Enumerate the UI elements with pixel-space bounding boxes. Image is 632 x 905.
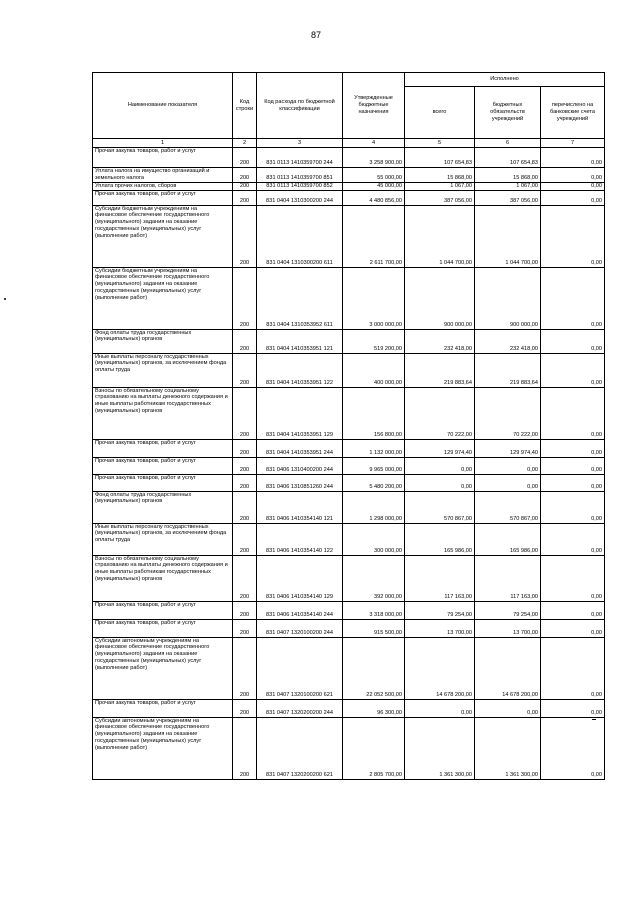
table-row: [93, 555, 605, 601]
row-obligations: 165 986,00: [475, 523, 541, 555]
row-budget-code: 831 0407 1320200200 244: [257, 699, 343, 717]
row-approved: 392 000,00: [343, 555, 405, 601]
row-obligations: 79 254,00: [475, 601, 541, 619]
table-row: [93, 329, 605, 353]
row-code: 200: [233, 329, 257, 353]
row-approved: 3 000 000,00: [343, 267, 405, 329]
row-code: 200: [233, 182, 257, 190]
row-total: 165 986,00: [405, 523, 475, 555]
row-approved: 915 500,00: [343, 619, 405, 637]
header-transferred: перечислено на банковские счета учреждений: [541, 87, 605, 139]
row-budget-code: 831 0404 1310300200 611: [257, 205, 343, 267]
row-name: Уплата прочих налогов, сборов: [93, 182, 233, 190]
row-transferred: 0,00: [541, 267, 605, 329]
row-total: 1 044 700,00: [405, 205, 475, 267]
row-budget-code: 831 0404 1410353951 122: [257, 353, 343, 387]
row-code: 200: [233, 168, 257, 183]
row-code: 200: [233, 491, 257, 523]
row-name: Взносы по обязательному социальному страхованию на выплаты денежного содержания и иные выплаты работникам государственных (муниципальных) органов: [93, 387, 233, 439]
row-approved: 400 000,00: [343, 353, 405, 387]
row-transferred: 0,00: [541, 637, 605, 699]
row-code: 200: [233, 717, 257, 779]
row-obligations: 70 222,00: [475, 387, 541, 439]
row-transferred: 0,00: [541, 601, 605, 619]
row-obligations: 1 044 700,00: [475, 205, 541, 267]
table-row: [93, 619, 605, 637]
row-transferred: 0,00: [541, 457, 605, 474]
row-code: 200: [233, 439, 257, 457]
header-budget-code: Код расхода по бюджетной классификации: [257, 73, 343, 139]
row-transferred: 0,00: [541, 190, 605, 205]
header-approved: Утвержденные бюджетные назначения: [343, 73, 405, 139]
row-approved: 9 965 000,00: [343, 457, 405, 474]
row-total: 79 254,00: [405, 601, 475, 619]
row-budget-code: 831 0404 1310300200 244: [257, 190, 343, 205]
row-total: 1 067,00: [405, 182, 475, 190]
row-approved: 1 298 000,00: [343, 491, 405, 523]
row-budget-code: 831 0406 1310851260 244: [257, 474, 343, 491]
row-budget-code: 831 0404 1410353951 244: [257, 439, 343, 457]
row-obligations: 15 868,00: [475, 168, 541, 183]
row-obligations: 900 000,00: [475, 267, 541, 329]
row-name: Иные выплаты персоналу государственных (муниципальных) органов, за исключением фонда оплаты труда: [93, 353, 233, 387]
row-total: 570 867,00: [405, 491, 475, 523]
row-transferred: 0,00: [541, 148, 605, 168]
row-approved: 96 300,00: [343, 699, 405, 717]
row-budget-code: 831 0406 1410354140 122: [257, 523, 343, 555]
row-name: Прочая закупка товаров, работ и услуг: [93, 439, 233, 457]
row-budget-code: 831 0404 1410353951 121: [257, 329, 343, 353]
table-row: [93, 182, 605, 190]
row-total: 129 974,40: [405, 439, 475, 457]
row-name: Прочая закупка товаров, работ и услуг: [93, 699, 233, 717]
row-total: 14 678 200,00: [405, 637, 475, 699]
row-approved: 156 800,00: [343, 387, 405, 439]
row-approved: 45 000,00: [343, 182, 405, 190]
row-budget-code: 831 0407 1320200200 621: [257, 717, 343, 779]
row-transferred: 0,00: [541, 523, 605, 555]
row-budget-code: 831 0406 1310400200 244: [257, 457, 343, 474]
column-number: 6: [475, 139, 541, 148]
row-approved: 22 052 500,00: [343, 637, 405, 699]
row-code: 200: [233, 353, 257, 387]
row-obligations: 219 883,64: [475, 353, 541, 387]
row-code: 200: [233, 601, 257, 619]
row-obligations: 0,00: [475, 474, 541, 491]
row-obligations: 107 654,83: [475, 148, 541, 168]
row-code: 200: [233, 387, 257, 439]
row-name: Взносы по обязательному социальному страхованию на выплаты денежного содержания и иные выплаты работникам государственных (муниципальных) органов: [93, 555, 233, 601]
row-approved: 5 480 200,00: [343, 474, 405, 491]
row-total: 13 700,00: [405, 619, 475, 637]
row-code: 200: [233, 474, 257, 491]
row-obligations: 13 700,00: [475, 619, 541, 637]
row-code: 200: [233, 267, 257, 329]
row-total: 232 418,00: [405, 329, 475, 353]
row-transferred: 0,00: [541, 353, 605, 387]
row-name: Субсидии бюджетным учреждениям на финансовое обеспечение государственного (муниципального) задания на оказание государственных (муниципальных) услуг (выполнение работ): [93, 267, 233, 329]
row-obligations: 14 678 200,00: [475, 637, 541, 699]
page-number: 87: [310, 30, 321, 40]
row-approved: 3 258 900,00: [343, 148, 405, 168]
row-transferred: 0,00: [541, 182, 605, 190]
row-code: 200: [233, 205, 257, 267]
row-name: Фонд оплаты труда государственных (муниципальных) органов: [93, 491, 233, 523]
header-name: Наименование показателя: [93, 73, 233, 139]
header-row-code: Код строки: [233, 73, 257, 139]
table-row: [93, 168, 605, 183]
row-approved: 3 318 000,00: [343, 601, 405, 619]
row-transferred: 0,00: [541, 439, 605, 457]
row-code: 200: [233, 619, 257, 637]
row-budget-code: 831 0113 1410359700 244: [257, 148, 343, 168]
row-obligations: 232 418,00: [475, 329, 541, 353]
row-name: Субсидии автономным учреждениям на финансовое обеспечение государственного (муниципального) задания на оказание государственных (муниципальных) услуг (выполнение работ): [93, 717, 233, 779]
row-code: 200: [233, 457, 257, 474]
row-approved: 2 611 700,00: [343, 205, 405, 267]
row-obligations: 129 974,40: [475, 439, 541, 457]
table-row: [93, 205, 605, 267]
row-name: Уплата налога на имущество организаций и земельного налога: [93, 168, 233, 183]
column-number: 7: [541, 139, 605, 148]
header-total: всего: [405, 87, 475, 139]
row-total: 0,00: [405, 699, 475, 717]
row-code: 200: [233, 555, 257, 601]
row-code: 200: [233, 699, 257, 717]
row-total: 1 361 300,00: [405, 717, 475, 779]
table-row: [93, 491, 605, 523]
column-number: 1: [93, 139, 233, 148]
row-transferred: 0,00: [541, 491, 605, 523]
row-transferred: 0,00: [541, 387, 605, 439]
row-transferred: 0,00: [541, 329, 605, 353]
row-budget-code: 831 0113 1410359700 852: [257, 182, 343, 190]
row-total: 0,00: [405, 474, 475, 491]
row-approved: 4 480 856,00: [343, 190, 405, 205]
row-name: Прочая закупка товаров, работ и услуг: [93, 474, 233, 491]
row-budget-code: 831 0407 1320100200 621: [257, 637, 343, 699]
row-budget-code: 831 0406 1410354140 129: [257, 555, 343, 601]
row-name: Фонд оплаты труда государственных (муниципальных) органов: [93, 329, 233, 353]
row-name: Прочая закупка товаров, работ и услуг: [93, 457, 233, 474]
row-name: Прочая закупка товаров, работ и услуг: [93, 190, 233, 205]
row-total: 219 883,64: [405, 353, 475, 387]
row-transferred: 0,00: [541, 168, 605, 183]
row-code: 200: [233, 148, 257, 168]
table-body: [93, 148, 605, 780]
row-budget-code: 831 0407 1320100200 244: [257, 619, 343, 637]
row-transferred: 0,00: [541, 699, 605, 717]
row-name: Прочая закупка товаров, работ и услуг: [93, 148, 233, 168]
row-obligations: 1 067,00: [475, 182, 541, 190]
row-total: 117 163,00: [405, 555, 475, 601]
row-transferred: 0,00: [541, 555, 605, 601]
row-transferred: 0,00: [541, 474, 605, 491]
column-number: 2: [233, 139, 257, 148]
row-code: 200: [233, 190, 257, 205]
table-row: [93, 601, 605, 619]
table-row: [93, 190, 605, 205]
table-row: [93, 699, 605, 717]
scan-mark: [4, 298, 6, 300]
column-number: 5: [405, 139, 475, 148]
row-obligations: 387 056,00: [475, 190, 541, 205]
row-obligations: 0,00: [475, 699, 541, 717]
row-budget-code: 831 0406 1410354140 121: [257, 491, 343, 523]
row-approved: 55 000,00: [343, 168, 405, 183]
table-row: [93, 717, 605, 779]
row-transferred: 0,00: [541, 619, 605, 637]
row-budget-code: 831 0406 1410354140 244: [257, 601, 343, 619]
row-transferred: 0,00: [541, 205, 605, 267]
row-name: Субсидии автономным учреждениям на финансовое обеспечение государственного (муниципального) задания на оказание государственных (муниципальных) услуг (выполнение работ): [93, 637, 233, 699]
row-total: 387 056,00: [405, 190, 475, 205]
row-approved: 1 132 000,00: [343, 439, 405, 457]
header-executed: Исполнено: [405, 73, 605, 87]
row-code: 200: [233, 523, 257, 555]
row-budget-code: 831 0404 1310353952 611: [257, 267, 343, 329]
row-total: 70 222,00: [405, 387, 475, 439]
column-numbers-row: [93, 139, 605, 148]
row-name: Прочая закупка товаров, работ и услуг: [93, 601, 233, 619]
column-number: 4: [343, 139, 405, 148]
row-obligations: 1 361 300,00: [475, 717, 541, 779]
row-total: 0,00: [405, 457, 475, 474]
table-row: [93, 439, 605, 457]
table-row: [93, 523, 605, 555]
row-budget-code: 831 0113 1410359700 851: [257, 168, 343, 183]
row-obligations: 117 163,00: [475, 555, 541, 601]
table-row: [93, 387, 605, 439]
table-row: [93, 457, 605, 474]
row-total: 15 868,00: [405, 168, 475, 183]
row-transferred: 0,00: [541, 717, 605, 779]
header-row-top: [93, 73, 605, 87]
header-budget-institutions: бюджетных обязательств учреждений: [475, 87, 541, 139]
scan-mark: [592, 719, 596, 720]
row-name: Субсидии бюджетным учреждениям на финансовое обеспечение государственного (муниципального) задания на оказание государственных (муниципальных) услуг (выполнение работ): [93, 205, 233, 267]
budget-execution-table: [92, 72, 605, 780]
row-total: 107 654,83: [405, 148, 475, 168]
row-approved: 519 200,00: [343, 329, 405, 353]
row-name: Иные выплаты персоналу государственных (муниципальных) органов, за исключением фонда оплаты труда: [93, 523, 233, 555]
row-approved: 2 805 700,00: [343, 717, 405, 779]
row-name: Прочая закупка товаров, работ и услуг: [93, 619, 233, 637]
table-row: [93, 148, 605, 168]
row-total: 900 000,00: [405, 267, 475, 329]
row-code: 200: [233, 637, 257, 699]
table-row: [93, 353, 605, 387]
row-budget-code: 831 0404 1410353951 129: [257, 387, 343, 439]
row-obligations: 570 867,00: [475, 491, 541, 523]
row-approved: 300 000,00: [343, 523, 405, 555]
table-row: [93, 474, 605, 491]
table-row: [93, 637, 605, 699]
table-row: [93, 267, 605, 329]
column-number: 3: [257, 139, 343, 148]
row-obligations: 0,00: [475, 457, 541, 474]
